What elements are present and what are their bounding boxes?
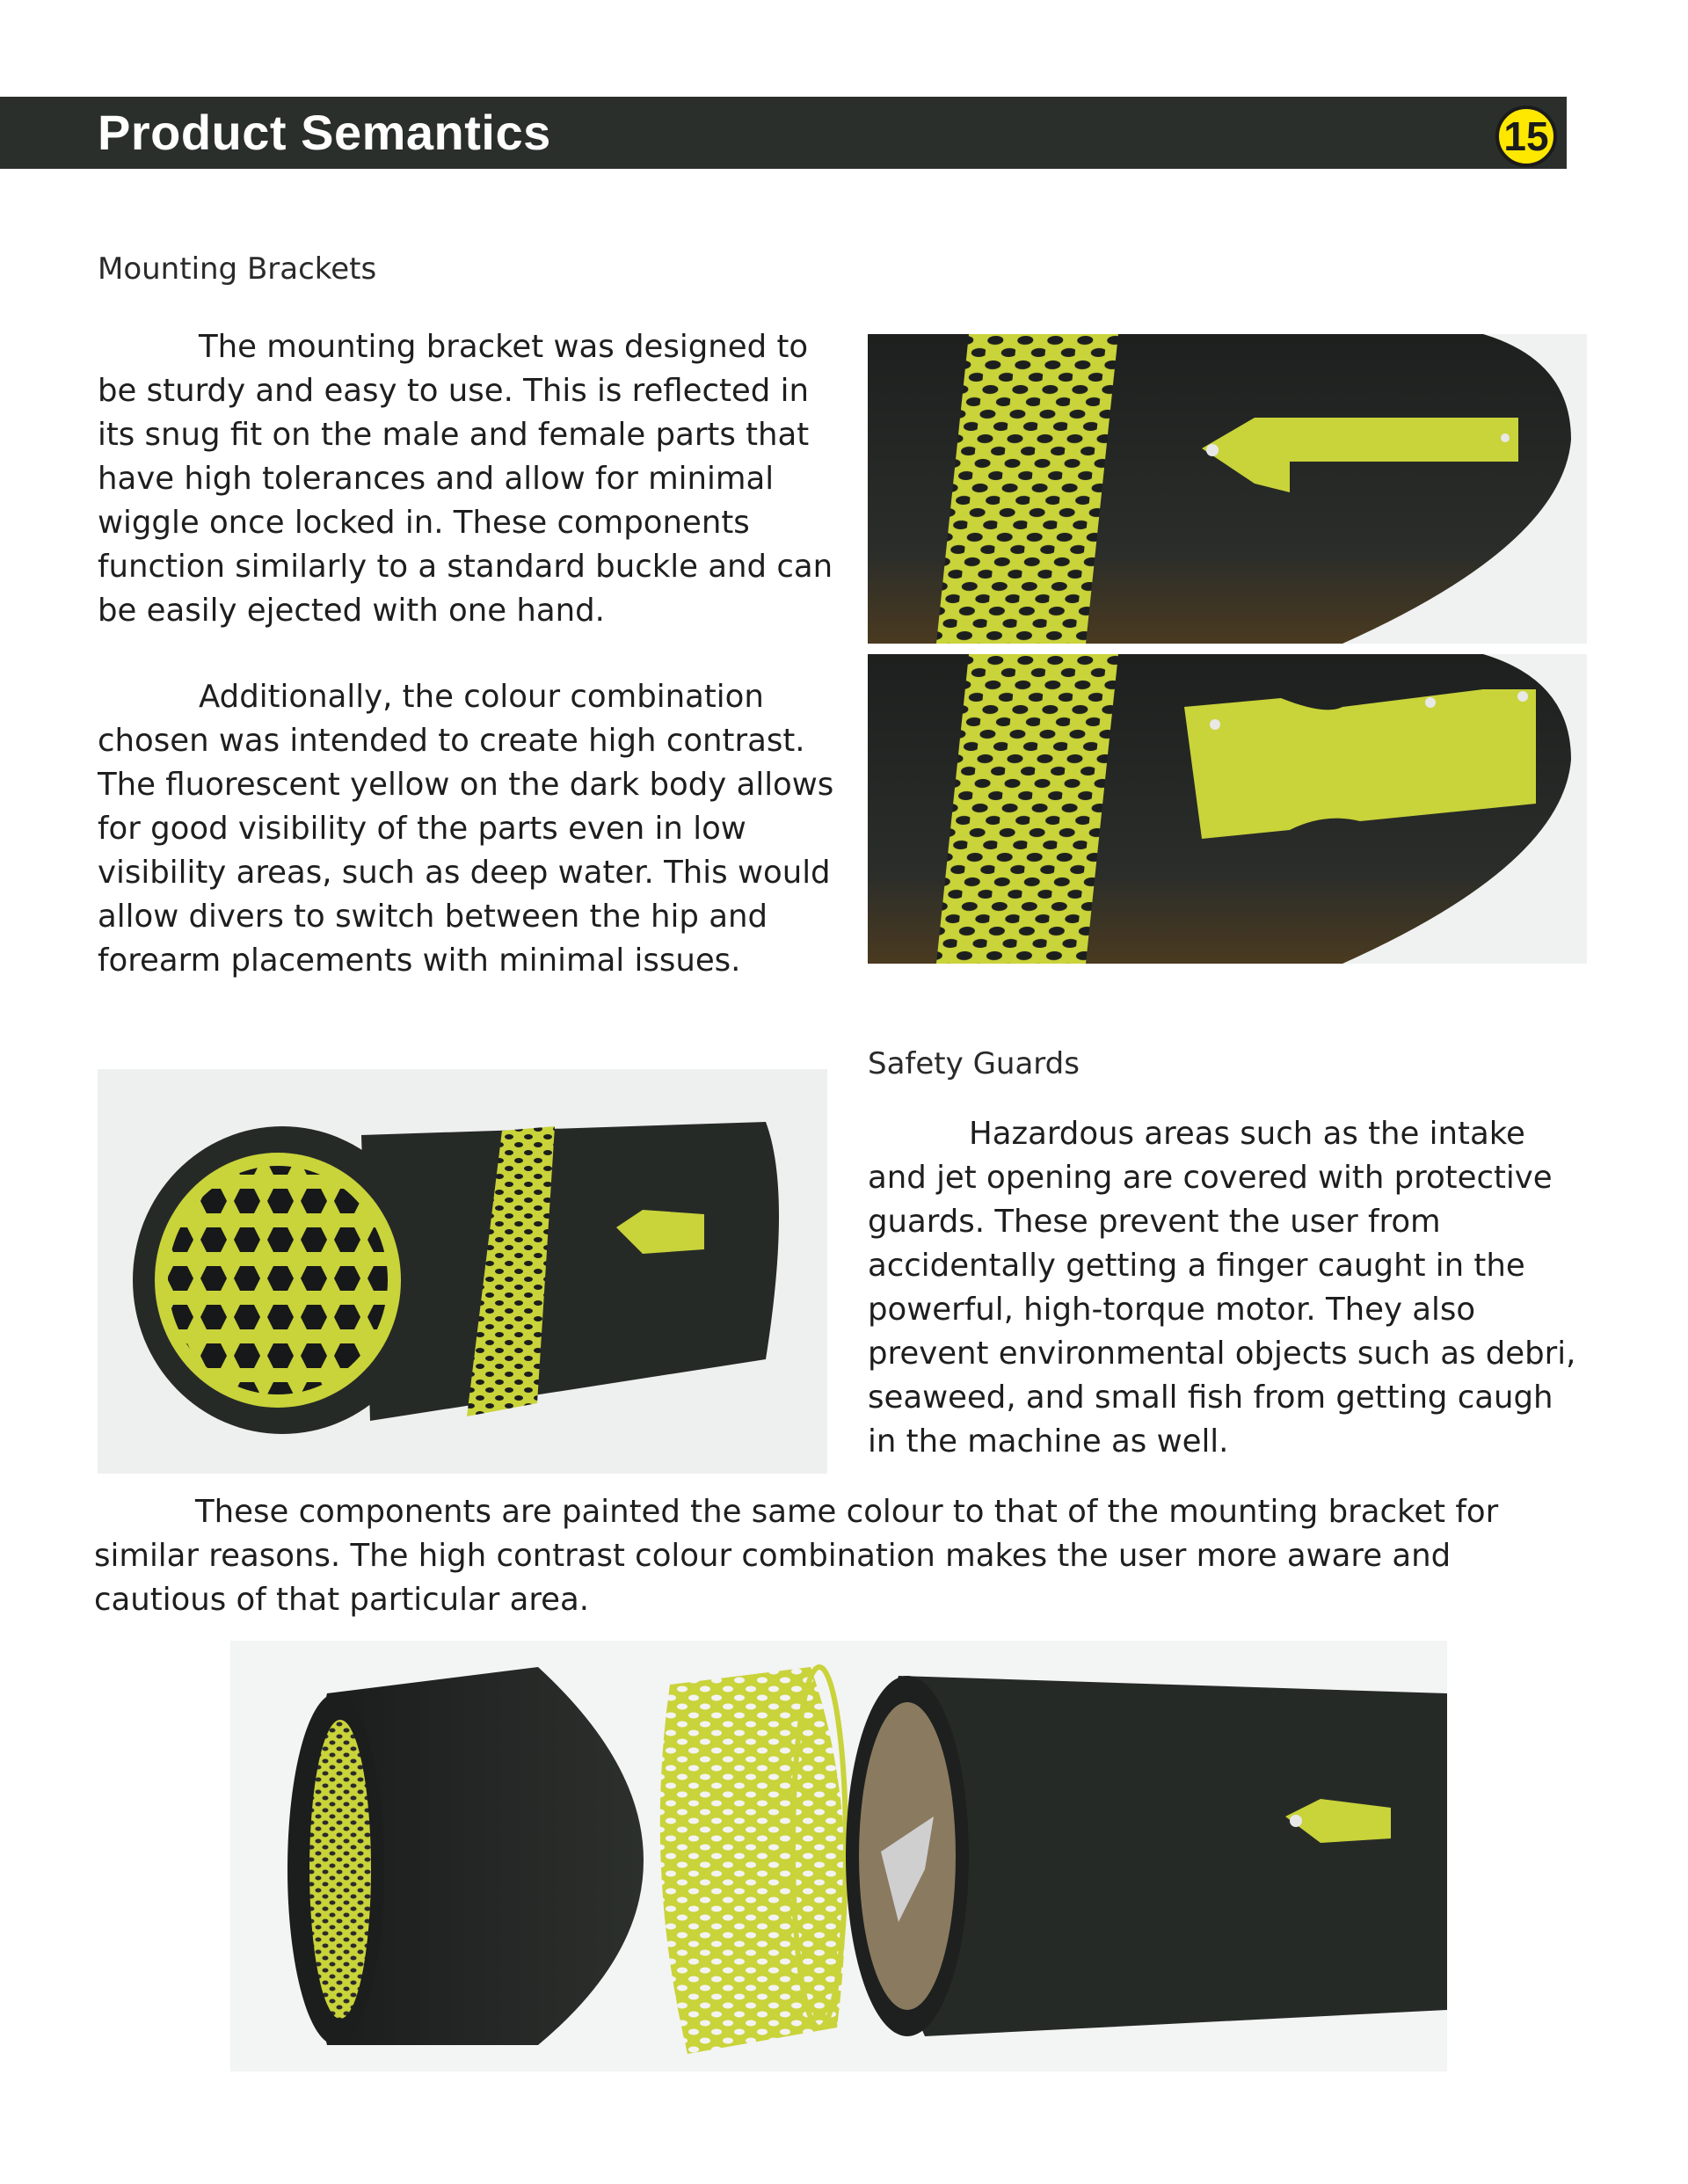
figure-exploded-view	[230, 1641, 1447, 2071]
section-heading-safety: Safety Guards	[868, 1046, 1080, 1081]
figure-bracket-female	[868, 654, 1587, 964]
mounting-paragraph-1: The mounting bracket was designed to be sturdy and easy to use. This is reflected in its snug fit on the male and female parts that have high tolerances and allow for minimal wiggle once locked in. These components function similarly to a standard buckle and can be easily ejected with one hand.	[98, 329, 833, 629]
mounting-paragraph-2: Additionally, the colour combination chosen was intended to create high contrast. The fluorescent yellow on the dark body allows for good visibility of the parts even in low visibility areas, such as deep water. This would allow divers to switch between the hip and forearm placements with minimal issues.	[98, 679, 834, 979]
figure-intake-guard	[98, 1069, 827, 1474]
page-title: Product Semantics	[98, 105, 551, 160]
safety-paragraph-2: These components are painted the same colour to that of the mounting bracket for similar reasons. The high contrast colour combination makes the user more aware and cautious of that particular area.	[94, 1494, 1499, 1618]
figure-bracket-locked	[868, 334, 1587, 644]
page-number-badge: 15	[1495, 106, 1557, 167]
section-heading-mounting: Mounting Brackets	[98, 251, 377, 287]
safety-paragraph-1: Hazardous areas such as the intake and jet opening are covered with protective guards. These prevent the user from accidentally getting a finger caught in the powerful, high-torque motor. They also prevent environmental objects such as debri, seaweed, and small fish from getting caugh in the machine as well.	[868, 1116, 1576, 1460]
